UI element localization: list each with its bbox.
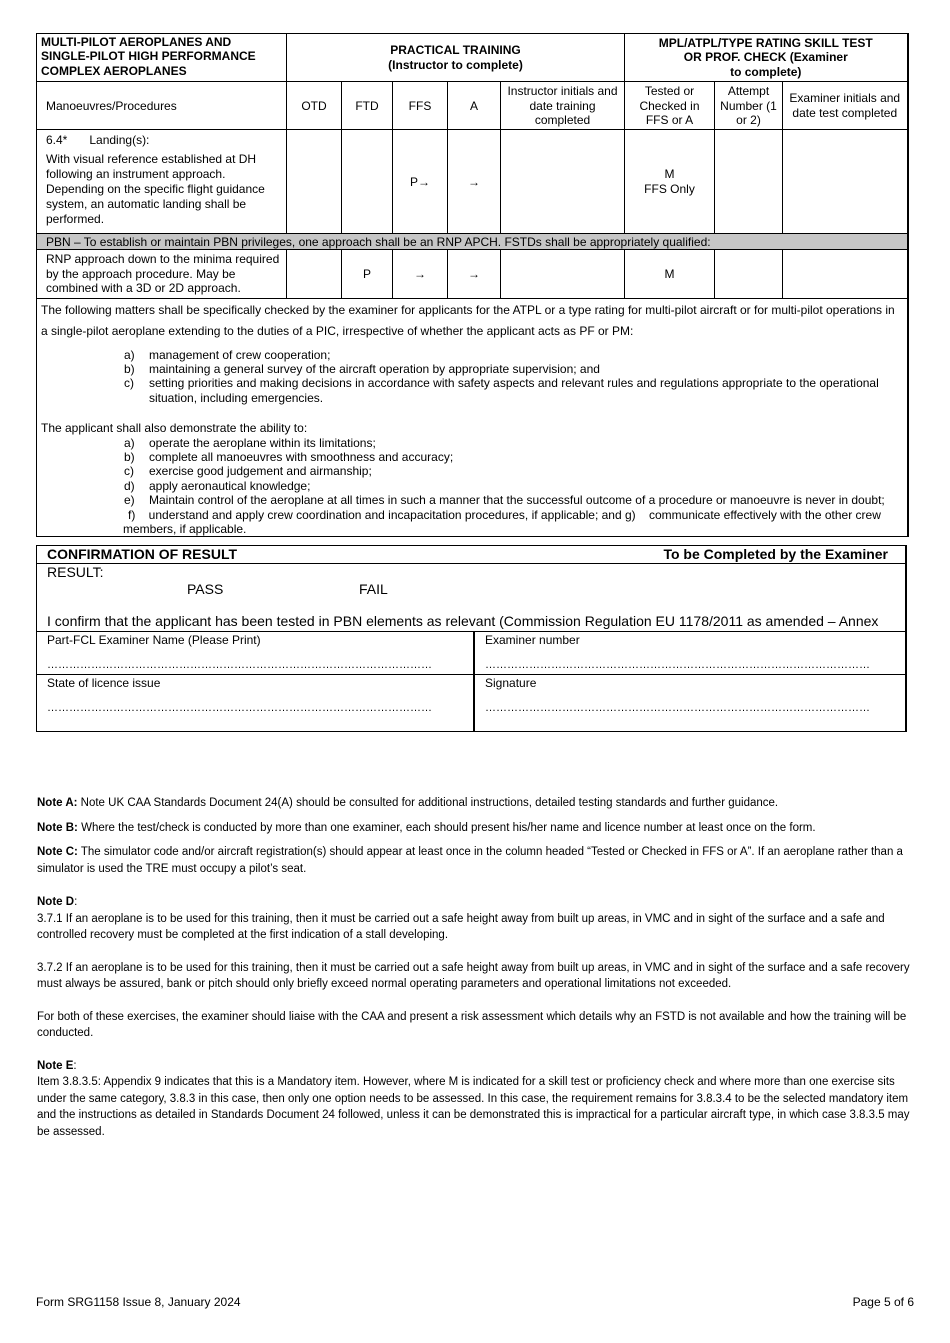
matters-list-1: a) management of crew cooperation; b) maintaining a general survey of the aircraft operation by appropriate supervision; and c) setting priorities and making decisions in accordance with safety aspects and relevant rules and regulations appropriate to the operational situation, including emergencies. [124,347,879,405]
confirmation-title: CONFIRMATION OF RESULT [47,546,238,562]
col-attempt: Attempt Number (1 or 2) [715,82,783,130]
footer-form: Form SRG1158 Issue 8, January 2024 [36,1295,241,1309]
note-a: Note A: Note UK CAA Standards Document 24(A) should be consulted for additional instructions, detailed testing standards and further guidance. [37,797,779,809]
note-e-text: Item 3.8.3.5: Appendix 9 indicates that this is a Mandatory item. However, where M is indicated for a skill test or proficiency check and where more than one exercise sits under the same category, 3.8.3 in this case, then only one option needs to be assessed. In this case, the requirement remains for 3.8.3.4 to be the selected mandatory item and the instructions as detailed in Standards Document 24 followed, unless it can be demonstrated this is impractical for a particular aircraft type, in which case 3.8.3.5 may be assessed. [37,1076,910,1138]
examiner-name-field[interactable]: …………………………………………………………………………………………… [47,659,432,671]
landing-examiner[interactable] [783,130,908,234]
note-e: Note E: [37,1059,77,1072]
confirmation-section [36,545,907,732]
rnp-ffs: → [393,250,448,299]
state-label: State of licence issue [47,676,161,690]
signature-field[interactable]: …………………………………………………………………………………………… [485,702,870,714]
note-b: Note B: Where the test/check is conducted by more than one examiner, each should present his/her name and licence number at least once on the form. [37,821,816,834]
col-instructor: Instructor initials and date training completed [501,82,625,130]
rnp-otd[interactable] [287,250,342,299]
col-otd: OTD [287,82,342,130]
footer-page: Page 5 of 6 [852,1295,914,1309]
col-manoeuvres: Manoeuvres/Procedures [37,82,287,130]
completed-by-examiner: To be Completed by the Examiner [663,546,888,562]
landing-a: → [448,130,501,234]
col-ftd: FTD [342,82,393,130]
matters-list-2: a) operate the aeroplane within its limitations; b) complete all manoeuvres with smoothness and accuracy; c) exercise good judgement and airmanship; d) apply aeronautical knowledge; e) Maintain control of the aeroplane at all times in such a manner that the successful outcome of a procedure or manoeuvre is never in doubt; f) understand and apply crew coordination and incapacitation procedures, if applicable; and g) communicate effectively with the other crew [124,435,885,522]
col-tested: Tested or Checked in FFS or A [625,82,715,130]
rnp-row: RNP approach down to the minima required by the approach procedure. May be combined with a 3D or 2D approach. [37,250,287,299]
landing-attempt[interactable] [715,130,783,234]
col-examiner: Examiner initials and date test completed [783,82,908,130]
col-a: A [448,82,501,130]
rnp-a: → [448,250,501,299]
note-d: Note D: [37,896,78,908]
training-table [36,33,909,537]
signature-label: Signature [485,676,537,690]
note-d-372: 3.7.2 If an aeroplane is to be used for this training, then it must be carried out a safe height away from built up areas, in VMC and in sight of the surface and a safe recovery must always be assured, bank or pitch should only briefly exceed normal operating parameters and operational limitations not exceeded. [37,961,910,990]
rnp-tested: M [625,250,715,299]
landing-ffs: P→ [393,130,448,234]
fail-option[interactable]: FAIL [359,581,388,597]
pass-option[interactable]: PASS [187,581,224,597]
skill-test-header: MPL/ATPL/TYPE RATING SKILL TEST OR PROF. CHECK (Examiner to complete) [625,34,908,82]
examiner-number-label: Examiner number [485,633,580,647]
pbn-confirm-text: I confirm that the applicant has been tested in PBN elements as relevant (Commission Regulation EU 1178/2011 as amended – Annex [47,613,879,629]
rnp-instructor[interactable] [501,250,625,299]
rnp-examiner[interactable] [783,250,908,299]
pbn-banner: PBN – To establish or maintain PBN privileges, one approach shall be an RNP APCH. FSTDs shall be appropriately qualified: [37,234,908,250]
note-d-both: For both of these exercises, the examiner should liaise with the CAA and present a risk assessment which details why an FSTD is not available and how the training will be conducted. [37,1010,907,1039]
note-c: Note C: The simulator code and/or aircraft registration(s) should appear at least once in the column headed “Tested or Checked in FFS or A”. If an aeroplane rather than a simulator is used the TRE must occupy a pilot’s seat. [37,846,903,875]
landing-ftd[interactable] [342,130,393,234]
result-label: RESULT: [47,564,104,580]
landing-row: 6.4* Landing(s): With visual reference established at DH following an instrument approach. Depending on the specific flight guidance system, an automatic landing shall be performed. [37,130,287,234]
col-ffs: FFS [393,82,448,130]
state-field[interactable]: …………………………………………………………………………………………… [47,702,432,714]
note-d-371: 3.7.1 If an aeroplane is to be used for this training, then it must be carried out a safe height away from built up areas, in VMC and in sight of the surface and a safe and controlled recovery must be completed at the first indication of a stall developing. [37,912,885,941]
landing-otd[interactable] [287,130,342,234]
notes-section [37,795,917,1140]
rnp-ftd: P [342,250,393,299]
table-title-left: MULTI-PILOT AEROPLANES AND SINGLE-PILOT HIGH PERFORMANCE COMPLEX AEROPLANES [37,34,287,82]
landing-instructor[interactable] [501,130,625,234]
matters-box: The following matters shall be specifically checked by the examiner for applicants for the ATPL or a type rating for multi-pilot aircraft or for multi-pilot operations in a single-pilot aeroplane extending to the duties of a PIC, irrespective of whether the applicant acts as PF or PM: a) management of crew cooperation; b) maintaining a general survey of the aircraft operation by appropriate supervision; and c) setting priorities and making decisions in accordance with safety aspects and relevant rules and regulations appropriate to the operational situation, including emergencies. The applicant shall also demonstrate the ability to: a) operate the aeroplane within its limitations; b) complete all manoeuvres with smoothness and accuracy; c) exercise good judgement and airmanship; d) apply aeronautical knowledge; e) Maintain control of the aeroplane at all times in such a manner that the successful outcome of a procedure or manoeuvre is never in doubt; f) understand and apply crew coordination and incapacitation procedures, if applicable; and g) communicate effectively with the other crew members, if applicable. [37,298,908,536]
rnp-attempt[interactable] [715,250,783,299]
practical-training-header: PRACTICAL TRAINING (Instructor to complete) [287,34,625,82]
landing-tested: M FFS Only [625,130,715,234]
examiner-number-field[interactable]: …………………………………………………………………………………………… [485,659,870,671]
examiner-name-label: Part-FCL Examiner Name (Please Print) [47,633,261,647]
